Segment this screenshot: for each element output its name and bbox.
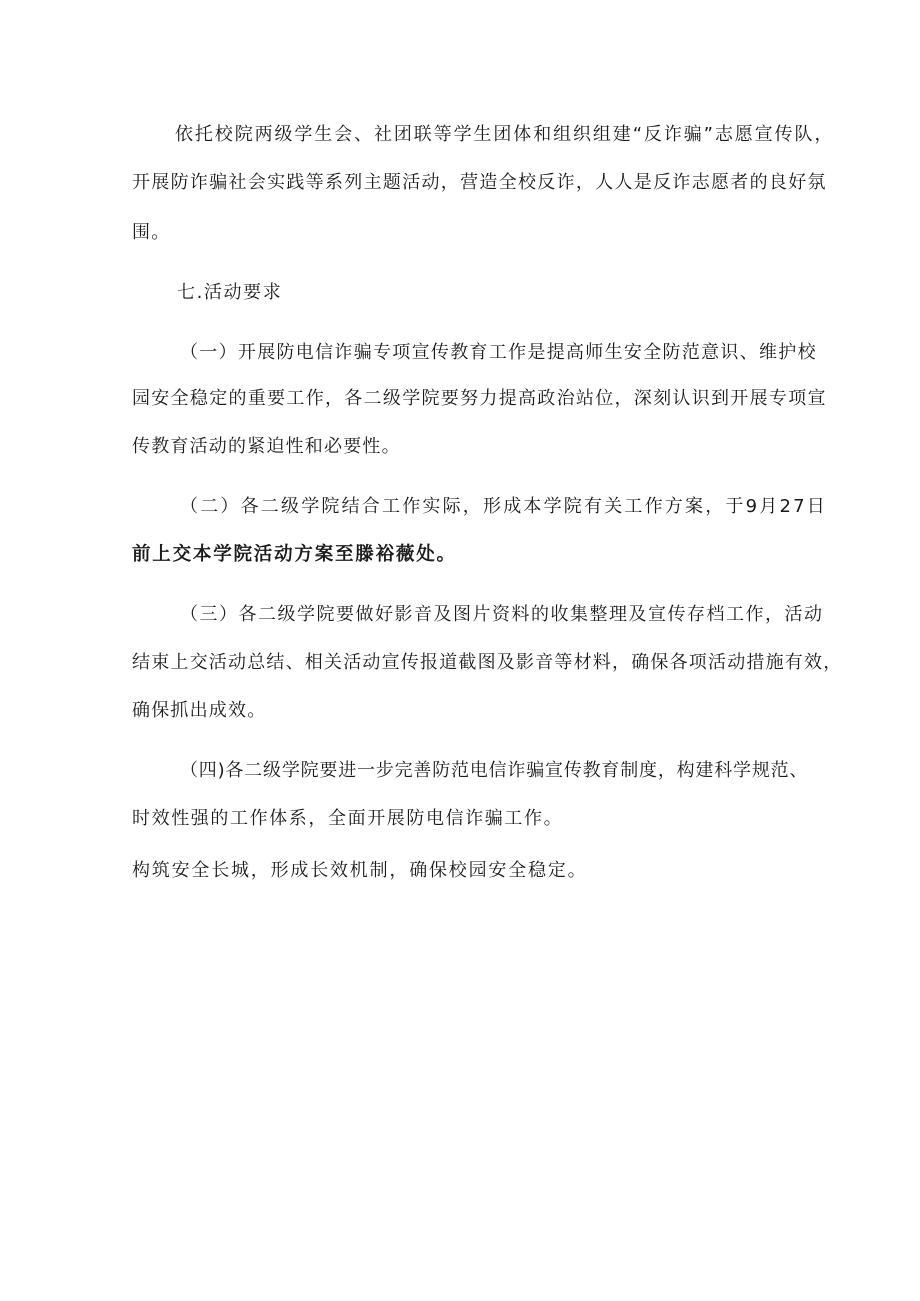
paragraph-line: 园安全稳定的重要工作，各二级学院要努力提高政治站位，深刻认识到开展专项宣 (132, 388, 827, 409)
paragraph-line: 构筑安全长城，形成长效机制，确保校园安全稳定。 (132, 860, 588, 881)
paragraph-line: 确保抓出成效。 (132, 700, 267, 721)
paragraph-line: 时效性强的工作体系，全面开展防电信诈骗工作。 (132, 808, 564, 829)
paragraph-line: （二）各二级学院结合工作实际，形成本学院有关工作方案，于9月27日 (180, 496, 827, 517)
section-heading: 七.活动要求 (177, 282, 283, 303)
paragraph-line: （三）各二级学院要做好影音及图片资料的收集整理及宣传存档工作，活动 (180, 604, 824, 625)
paragraph-line: （四)各二级学院要进一步完善防范电信诈骗宣传教育制度，构建科学规范、 (180, 760, 809, 781)
paragraph-line: 依托校院两级学生会、社团联等学生团体和组织组建“反诈骗”志愿宣传队， (175, 124, 835, 145)
paragraph-line: 结束上交活动总结、相关活动宣传报道截图及影音等材料，确保各项活动措施有效， (132, 652, 843, 673)
paragraph-line: 开展防诈骗社会实践等系列主题活动，营造全校反诈，人人是反诈志愿者的良好氛 (132, 172, 827, 193)
paragraph-line: 前上交本学院活动方案至滕裕薇处。 (132, 544, 457, 565)
paragraph-line: 围。 (132, 222, 171, 243)
paragraph-line: 传教育活动的紧迫性和必要性。 (132, 436, 401, 457)
paragraph-line: （一）开展防电信诈骗专项宣传教育工作是提高师生安全防范意识、维护校 (180, 342, 817, 363)
